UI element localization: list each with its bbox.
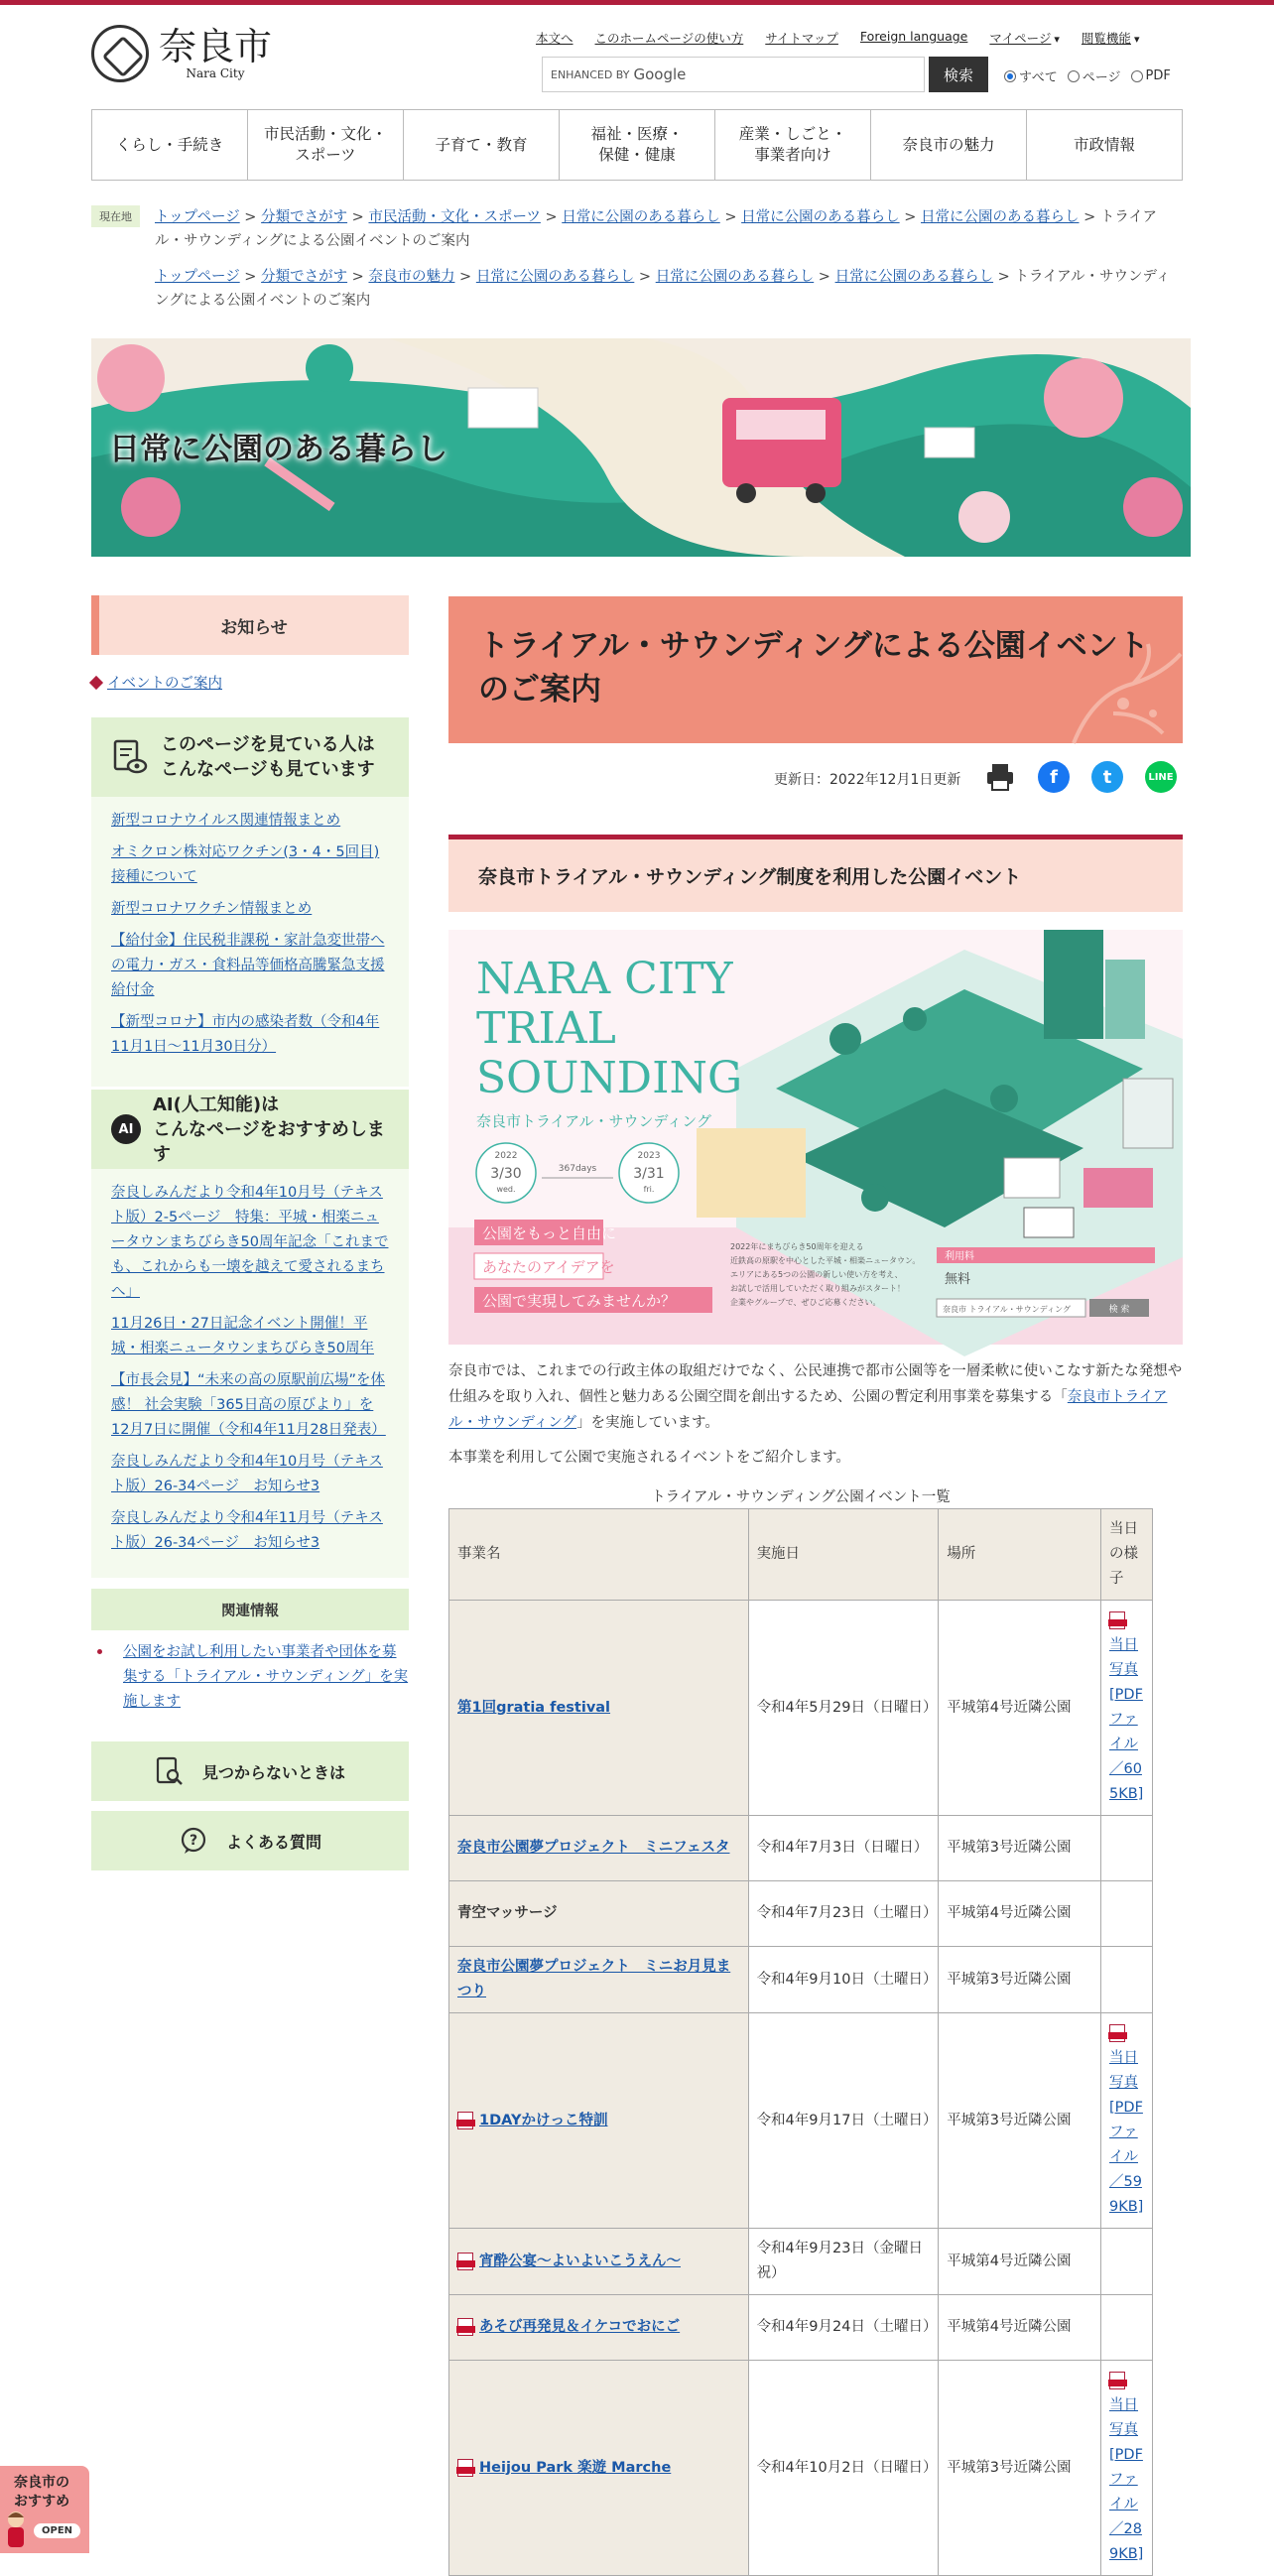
nav-childcare-education[interactable]: 子育て・教育: [404, 110, 560, 180]
how-to-use-link[interactable]: このホームページの使い方: [594, 31, 744, 46]
city-emblem-icon: [91, 25, 149, 82]
event-photo-cell: [1101, 1881, 1153, 1947]
list-item[interactable]: 奈良しみんだより令和4年10月号（テキスト版）26-34ページ お知らせ3: [111, 1454, 383, 1494]
breadcrumb-separator: >: [239, 269, 262, 285]
share-buttons: [984, 761, 1177, 793]
event-place-cell: 平城第3号近隣公園: [939, 2013, 1101, 2229]
breadcrumb-link[interactable]: 分類でさがす: [261, 269, 348, 285]
breadcrumb-link[interactable]: 日常に公園のある暮らし: [741, 209, 900, 225]
list-item[interactable]: 新型コロナワクチン情報まとめ: [111, 901, 313, 917]
banner-fee-value: 無料: [945, 1272, 971, 1287]
banner-days: 367days: [558, 1164, 597, 1174]
event-photo-cell: [1101, 2229, 1153, 2295]
table-row: [449, 1816, 1153, 1881]
event-name-link[interactable]: 宵酔公宴～よいよいこうえん～: [479, 2253, 681, 2269]
related-info-item: [91, 1640, 409, 1715]
accessibility-dropdown[interactable]: 閲覧機能 ▾: [1082, 29, 1140, 47]
svg-text:?: ?: [189, 1833, 198, 1849]
col-header-name: 事業名: [449, 1509, 749, 1601]
radio-unchecked-icon: [1131, 70, 1143, 82]
event-place-cell: 平城第4号近隣公園: [939, 2295, 1101, 2361]
event-photo-cell: [1101, 1816, 1153, 1881]
table-caption: トライアル・サウンディング公園イベント一覧: [651, 1489, 951, 1505]
event-name-link[interactable]: 1DAYかけっこ特訓: [479, 2112, 608, 2128]
banner-tag2: あなたのアイデアを: [482, 1258, 615, 1276]
col-header-date: 実施日: [748, 1509, 939, 1601]
event-date-cell: 令和4年9月23日（金曜日祝）: [748, 2229, 939, 2295]
banner-line2: TRIAL: [476, 1003, 616, 1054]
hero-title: 日常に公園のある暮らし: [109, 432, 447, 467]
banner-desc: 企業やグループで、ぜひご応募ください。: [730, 1298, 881, 1307]
sitemap-link[interactable]: サイトマップ: [765, 31, 838, 46]
section-heading: 奈良市トライアル・サウンディング制度を利用した公園イベント: [448, 835, 1183, 912]
nav-industry-business[interactable]: 産業・しごと・ 事業者向け: [715, 110, 871, 180]
dot-bullet-icon: [97, 1649, 102, 1654]
table-row: [449, 2013, 1153, 2229]
event-date-cell: 令和4年7月23日（土曜日）: [748, 1881, 939, 1947]
table-row: [449, 1947, 1153, 2013]
radio-all[interactable]: すべて: [1004, 66, 1058, 85]
foreign-language-link[interactable]: Foreign language: [859, 29, 968, 44]
event-name-cell: [449, 2295, 749, 2361]
event-place-cell: 平城第3号近隣公園: [939, 1816, 1101, 1881]
event-name-link[interactable]: 第1回gratia festival: [457, 1699, 611, 1716]
breadcrumb-separator: >: [540, 209, 563, 225]
breadcrumb: [155, 205, 1183, 253]
list-item[interactable]: 【市長会見】“未来の高の原駅前広場”を体感！ 社会実験「365日高の原びより」を12月7日に開催（令和4年11月28日発表）: [111, 1372, 386, 1438]
breadcrumb: [155, 265, 1183, 313]
banner-start-day: wed.: [496, 1185, 516, 1194]
global-nav: [91, 109, 1183, 181]
event-photo-cell: [1101, 2295, 1153, 2361]
ai-recommend-list: [91, 1169, 409, 1578]
search-button[interactable]: 検索: [929, 57, 988, 92]
question-bubble-icon: [179, 1826, 208, 1856]
breadcrumb-link[interactable]: 日常に公園のある暮らし: [475, 269, 635, 285]
faq-button[interactable]: ? よくある質問: [91, 1811, 409, 1870]
breadcrumb-separator: >: [1079, 209, 1100, 225]
pdf-icon: [1109, 2372, 1125, 2389]
nav-civic-culture-sports[interactable]: 市民活動・文化・ スポーツ: [248, 110, 404, 180]
breadcrumb-separator: >: [454, 269, 476, 285]
mypage-dropdown[interactable]: マイページ ▾: [989, 29, 1060, 47]
also-viewed-list: [91, 797, 409, 1087]
event-name-cell: [449, 2013, 749, 2229]
intro-paragraph-2: 本事業を利用して公園で実施されるイベントをご紹介します。: [448, 1450, 850, 1466]
search-input[interactable]: [542, 57, 925, 92]
trial-sounding-link[interactable]: 奈良市トライアル・サウンディング: [448, 1389, 1168, 1431]
event-place-cell: 平城第4号近隣公園: [939, 1601, 1101, 1816]
ai-recommend-heading: [91, 1090, 409, 1169]
also-viewed-title: このページを見ている人は こんなページも見ています: [161, 734, 375, 780]
event-date-cell: 令和4年5月29日（日曜日）: [748, 1601, 939, 1816]
line-share-icon[interactable]: LINE: [1145, 761, 1177, 793]
banner-tag1: 公園をもっと自由に: [482, 1224, 617, 1242]
pdf-icon: [1109, 2024, 1125, 2042]
event-name-link[interactable]: Heijou Park 楽遊 Marche: [479, 2459, 672, 2476]
breadcrumb-link[interactable]: 市民活動・文化・スポーツ: [368, 209, 541, 225]
skip-to-content-link[interactable]: 本文へ: [536, 31, 573, 46]
nav-welfare-health[interactable]: 福祉・医療・ 保健・健康: [560, 110, 715, 180]
breadcrumb-link[interactable]: 日常に公園のある暮らし: [655, 269, 815, 285]
event-place-cell: 平城第3号近隣公園: [939, 1947, 1101, 2013]
updated-date: 更新日：2022年12月1日更新: [774, 772, 961, 788]
table-row: [449, 1601, 1153, 1816]
table-row: [449, 1881, 1153, 1947]
radio-unchecked-icon: [1068, 70, 1080, 82]
breadcrumb-link[interactable]: 日常に公園のある暮らし: [834, 269, 994, 285]
twitter-share-icon[interactable]: t: [1091, 761, 1123, 793]
banner-desc: エリアにある5つの公園の新しい使い方を考え、: [730, 1270, 903, 1279]
event-name-cell: [449, 1947, 749, 2013]
event-photo-cell: [1101, 2361, 1153, 2576]
not-found-button[interactable]: 見つからないときは: [91, 1741, 409, 1801]
event-info-link[interactable]: イベントのご案内: [107, 676, 222, 692]
deer-pattern-icon: [1054, 634, 1183, 743]
search-powered-prefix: ENHANCED BY: [551, 67, 630, 81]
event-date-cell: 令和4年9月17日（土曜日）: [748, 2013, 939, 2229]
mascot-icon: [4, 2510, 28, 2549]
trial-sounding-banner[interactable]: [448, 930, 1183, 1345]
radio-pdf[interactable]: PDF: [1131, 68, 1171, 83]
utility-links: [536, 29, 1139, 47]
also-viewed-heading: [91, 717, 409, 797]
banner-desc: 近鉄高の原駅を中心とした平城・相楽ニュータウン。: [730, 1256, 921, 1265]
event-place-cell: 平城第4号近隣公園: [939, 2229, 1101, 2295]
breadcrumb-separator: >: [347, 209, 369, 225]
banner-search-text: 奈良市 トライアル・サウンディング: [943, 1305, 1071, 1314]
notice-heading: お知らせ: [91, 595, 409, 655]
facebook-share-icon[interactable]: f: [1038, 761, 1070, 793]
event-date-cell: 令和4年9月10日（土曜日）: [748, 1947, 939, 2013]
event-name-link[interactable]: 奈良市公園夢プロジェクト ミニフェスタ: [457, 1840, 730, 1856]
col-header-place: 場所: [939, 1509, 1101, 1601]
event-photo-cell: [1101, 1601, 1153, 1816]
event-place-cell: 平城第4号近隣公園: [939, 1881, 1101, 1947]
nav-living[interactable]: くらし・手続き: [92, 110, 248, 180]
pdf-icon: [1109, 1611, 1125, 1629]
search-document-icon: [155, 1756, 185, 1786]
event-name-cell: [449, 1816, 749, 1881]
list-item[interactable]: 【新型コロナ】市内の感染者数（令和4年11月1日～11月30日分）: [111, 1014, 380, 1055]
recommend-widget[interactable]: 奈良市の おすすめ OPEN: [0, 2466, 89, 2553]
logo-name: 奈良市: [159, 25, 273, 68]
event-photo-link[interactable]: 当日写真[PDFファイル／289KB]: [1109, 2397, 1144, 2562]
banner-desc: お試しで活用していただく取り組みがスタート！: [730, 1284, 905, 1293]
event-photo-cell: [1101, 1947, 1153, 2013]
event-date-cell: 令和4年9月24日（土曜日）: [748, 2295, 939, 2361]
event-photo-link[interactable]: 当日写真[PDFファイル／605KB]: [1109, 1637, 1144, 1802]
breadcrumb-separator: >: [899, 209, 921, 225]
banner-subtitle: 奈良市トライアル・サウンディング: [476, 1112, 712, 1130]
event-name-link[interactable]: 奈良市公園夢プロジェクト ミニお月見まつり: [457, 1959, 731, 1999]
banner-end-year: 2023: [637, 1151, 661, 1161]
breadcrumb-link[interactable]: 分類でさがす: [261, 209, 348, 225]
intro-paragraph: 奈良市では、これまでの行政主体の取組だけでなく、公民連携で都市公園等を一層柔軟に使いこなす新たな発想や仕組みを取り入れ、個性と魅力ある公園空間を創出するため、公園の暫定利用事業を募集する「奈良市トライアル・サウンディング」を実施しています。: [448, 1363, 1183, 1431]
radio-checked-icon: [1004, 70, 1016, 82]
banner-end-day: fri.: [643, 1185, 655, 1194]
list-item[interactable]: 【給付金】住民税非課税・家計急変世帯への電力・ガス・食料品等価格高騰緊急支援給付金: [111, 933, 385, 998]
list-item[interactable]: 新型コロナウイルス関連情報まとめ: [111, 813, 341, 829]
event-photo-link[interactable]: 当日写真[PDFファイル／599KB]: [1109, 2050, 1144, 2215]
breadcrumb-link[interactable]: 日常に公園のある暮らし: [562, 209, 720, 225]
nav-attractions[interactable]: 奈良市の魅力: [871, 110, 1027, 180]
list-item[interactable]: 11月26日・27日記念イベント開催！平城・相楽ニュータウンまちびらき50周年: [111, 1316, 374, 1356]
notice-item: [91, 672, 222, 693]
event-name-cell: [449, 2229, 749, 2295]
banner-fee-label: 利用料: [945, 1251, 974, 1262]
banner-desc: 2022年にまちびらき50周年を迎える: [730, 1242, 864, 1251]
pdf-icon: [457, 2318, 473, 2336]
banner-line3: SOUNDING: [476, 1053, 743, 1103]
related-link[interactable]: 公園をお試し利用したい事業者や団体を募集する「トライアル・サウンディング」を実施します: [123, 1644, 409, 1710]
list-item[interactable]: オミクロン株対応ワクチン(3・4・5回目)接種について: [111, 844, 380, 885]
banner-start-date: 3/30: [490, 1166, 522, 1182]
list-item[interactable]: 奈良しみんだより令和4年10月号（テキスト版）2-5ページ 特集：平城・相楽ニュータウンまちびらき50周年記念「これまでも、これからも一壊を越えて愛されるまちへ」: [111, 1185, 389, 1300]
nav-city-info[interactable]: 市政情報: [1073, 135, 1135, 154]
event-date-cell: 令和4年10月2日（日曜日）: [748, 2361, 939, 2576]
event-date-cell: 令和4年7月3日（日曜日）: [748, 1816, 939, 1881]
table-row: [449, 2229, 1153, 2295]
search-scope-radios: [1004, 66, 1171, 85]
pdf-icon: [457, 2459, 473, 2477]
breadcrumb-current: トライアル・サウンディングによる公園イベントのご案内: [155, 209, 1158, 249]
logo-en: Nara City: [186, 66, 245, 80]
banner-start-year: 2022: [494, 1151, 518, 1161]
radio-page[interactable]: ページ: [1068, 66, 1121, 85]
page-title: トライアル・サウンディングによる公園イベントのご案内: [448, 596, 1183, 743]
col-header-photo: 当日の様子: [1101, 1509, 1153, 1601]
table-row: [449, 2295, 1153, 2361]
breadcrumb-separator: >: [719, 209, 742, 225]
ai-badge-icon: AI: [111, 1114, 141, 1144]
banner-end-date: 3/31: [633, 1166, 665, 1182]
site-logo[interactable]: [91, 25, 272, 82]
banner-tag3: 公園で実現してみませんか？: [482, 1292, 677, 1310]
list-item[interactable]: 奈良しみんだより令和4年11月号（テキスト版）26-34ページ お知らせ3: [111, 1510, 383, 1551]
events-table: [448, 1508, 1153, 2576]
event-name-cell: [449, 1881, 749, 1947]
banner-search-button: 検 索: [1108, 1305, 1130, 1315]
print-icon[interactable]: [984, 761, 1016, 793]
event-photo-cell: [1101, 2013, 1153, 2229]
breadcrumb-separator: >: [239, 209, 262, 225]
event-name-cell: [449, 2361, 749, 2576]
banner-line1: NARA CITY: [476, 954, 733, 1004]
event-name-link[interactable]: あそび再発見＆イケコでおにご: [479, 2319, 681, 2335]
search-powered-brand: Google: [633, 65, 687, 83]
table-row: [449, 2361, 1153, 2576]
breadcrumb-separator: >: [347, 269, 369, 285]
document-eye-icon: [111, 738, 149, 776]
related-info-heading: 関連情報: [91, 1589, 409, 1630]
event-name-text: 青空マッサージ: [457, 1905, 558, 1921]
breadcrumb-separator: >: [634, 269, 656, 285]
ai-recommend-title: AI(人工知能)は こんなページをおすすめします: [153, 1094, 385, 1165]
pdf-icon: [457, 2253, 473, 2270]
open-button[interactable]: OPEN: [34, 2523, 80, 2538]
breadcrumb-label: 現在地: [91, 205, 140, 227]
diamond-bullet-icon: [89, 675, 103, 689]
breadcrumb-current: トライアル・サウンディングによる公園イベントのご案内: [155, 269, 1171, 309]
breadcrumb-link[interactable]: 奈良市の魅力: [368, 269, 455, 285]
pdf-icon: [457, 2112, 473, 2129]
breadcrumb-separator: >: [814, 269, 835, 285]
event-place-cell: 平城第3号近隣公園: [939, 2361, 1101, 2576]
breadcrumb-link[interactable]: 日常に公園のある暮らし: [921, 209, 1080, 225]
breadcrumb-link[interactable]: トップページ: [155, 269, 240, 285]
breadcrumb-separator: >: [993, 269, 1015, 285]
event-name-cell: [449, 1601, 749, 1816]
breadcrumb-link[interactable]: トップページ: [155, 209, 240, 225]
